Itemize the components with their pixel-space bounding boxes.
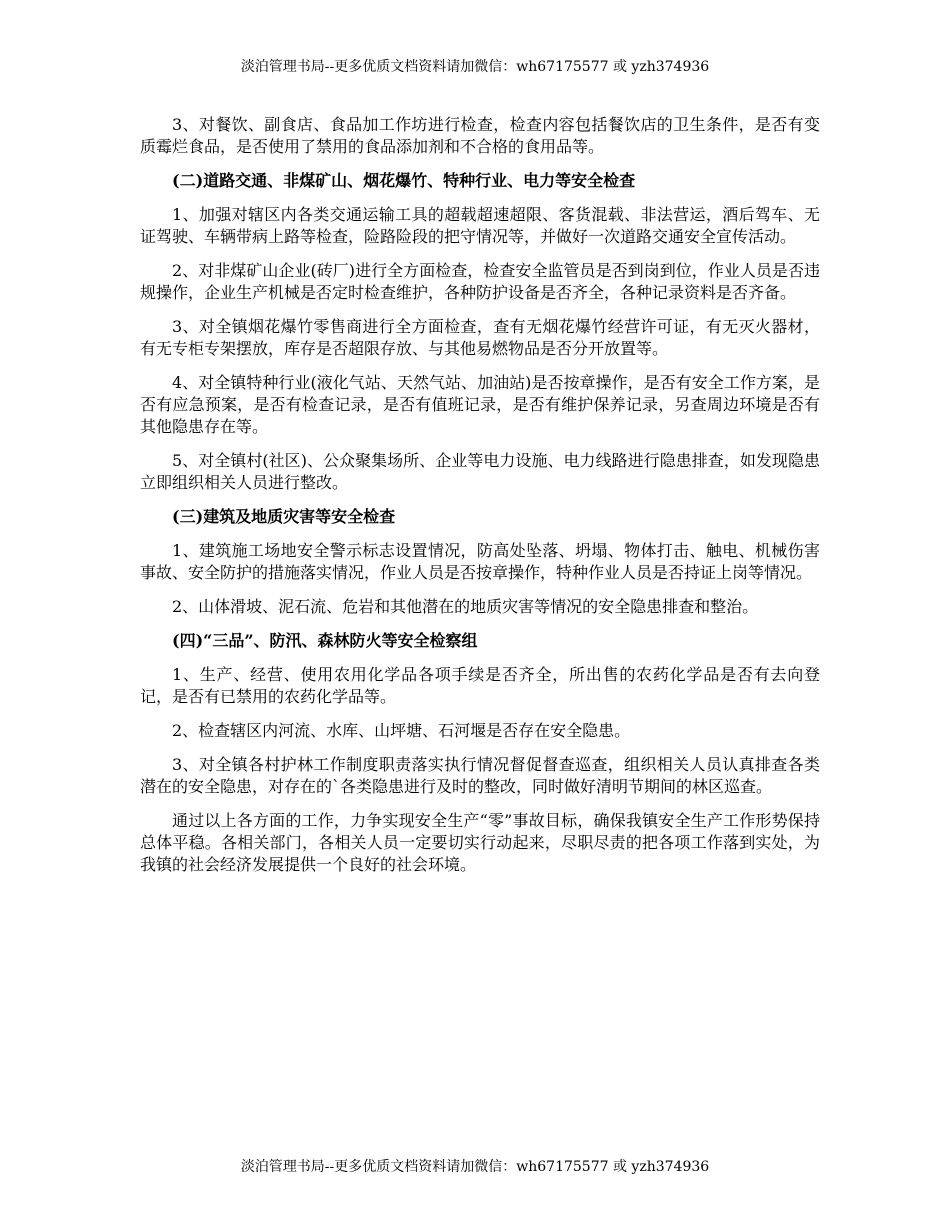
paragraph-special-industry: 4、对全镇特种行业(液化气站、天然气站、加油站)是否按章操作，是否有安全工作方案，是否有应急预案，是否有检查记录，是否有值班记录，是否有维护保养记录，另查周边环境是否有其他隐患存在等。: [140, 373, 820, 436]
page-header: 淡泊管理书局--更多优质文档资料请加微信：wh67175577 或 yzh374936: [240, 59, 710, 75]
paragraph-catering-inspection: 3、对餐饮、副食店、食品加工作坊进行检查，检查内容包括餐饮店的卫生条件，是否有变质霉烂食品，是否使用了禁用的食品添加剂和不合格的食用品等。: [140, 115, 820, 156]
paragraph-conclusion: 通过以上各方面的工作，力争实现安全生产“零”事故目标，确保我镇安全生产工作形势保持总体平稳。各相关部门，各相关人员一定要切实行动起来，尽职尽责的把各项工作落到实处，为我镇的社会经济发展提供一个良好的社会环境。: [140, 811, 820, 874]
paragraph-non-coal-mine: 2、对非煤矿山企业(砖厂)进行全方面检查，检查安全监管员是否到岗到位，作业人员是否违规操作，企业生产机械是否定时检查维护，各种防护设备是否齐全，各种记录资料是否齐备。: [140, 261, 820, 302]
paragraph-agrochemicals: 1、生产、经营、使用农用化学品各项手续是否齐全，所出售的农药化学品是否有去向登记，是否有已禁用的农药化学品等。: [140, 665, 820, 706]
section-heading-road-traffic: (二)道路交通、非煤矿山、烟花爆竹、特种行业、电力等安全检查: [172, 171, 636, 190]
page-footer: 淡泊管理书局--更多优质文档资料请加微信：wh67175577 或 yzh374936: [240, 1159, 710, 1175]
section-heading-three-products: (四)“三品”、防汛、森林防火等安全检察组: [172, 631, 478, 650]
paragraph-forest-protection: 3、对全镇各村护林工作制度职责落实执行情况督促督查巡查，组织相关人员认真排查各类潜在的安全隐患，对存在的`各类隐患进行及时的整改，同时做好清明节期间的林区巡查。: [140, 755, 820, 796]
section-heading-construction: (三)建筑及地质灾害等安全检查: [172, 507, 396, 526]
paragraph-rivers-reservoirs: 2、检查辖区内河流、水库、山坪塘、石河堰是否存在安全隐患。: [172, 721, 631, 740]
paragraph-power-facilities: 5、对全镇村(社区)、公众聚集场所、企业等电力设施、电力线路进行隐患排查，如发现隐患立即组织相关人员进行整改。: [140, 451, 820, 492]
paragraph-construction-site: 1、建筑施工场地安全警示标志设置情况，防高处坠落、坍塌、物体打击、触电、机械伤害事故、安全防护的措施落实情况，作业人员是否按章操作，特种作业人员是否持证上岗等情况。: [140, 541, 820, 582]
paragraph-fireworks: 3、对全镇烟花爆竹零售商进行全方面检查，查有无烟花爆竹经营许可证，有无灭火器材，有无专柜专架摆放，库存是否超限存放、与其他易燃物品是否分开放置等。: [140, 317, 820, 358]
paragraph-traffic-inspection: 1、加强对辖区内各类交通运输工具的超载超速超限、客货混载、非法营运，酒后驾车、无证驾驶、车辆带病上路等检查，险路险段的把守情况等，并做好一次道路交通安全宣传活动。: [140, 205, 820, 246]
document-body: [140, 114, 820, 888]
paragraph-geological-hazards: 2、山体滑坡、泥石流、危岩和其他潜在的地质灾害等情况的安全隐患排查和整治。: [172, 597, 759, 616]
